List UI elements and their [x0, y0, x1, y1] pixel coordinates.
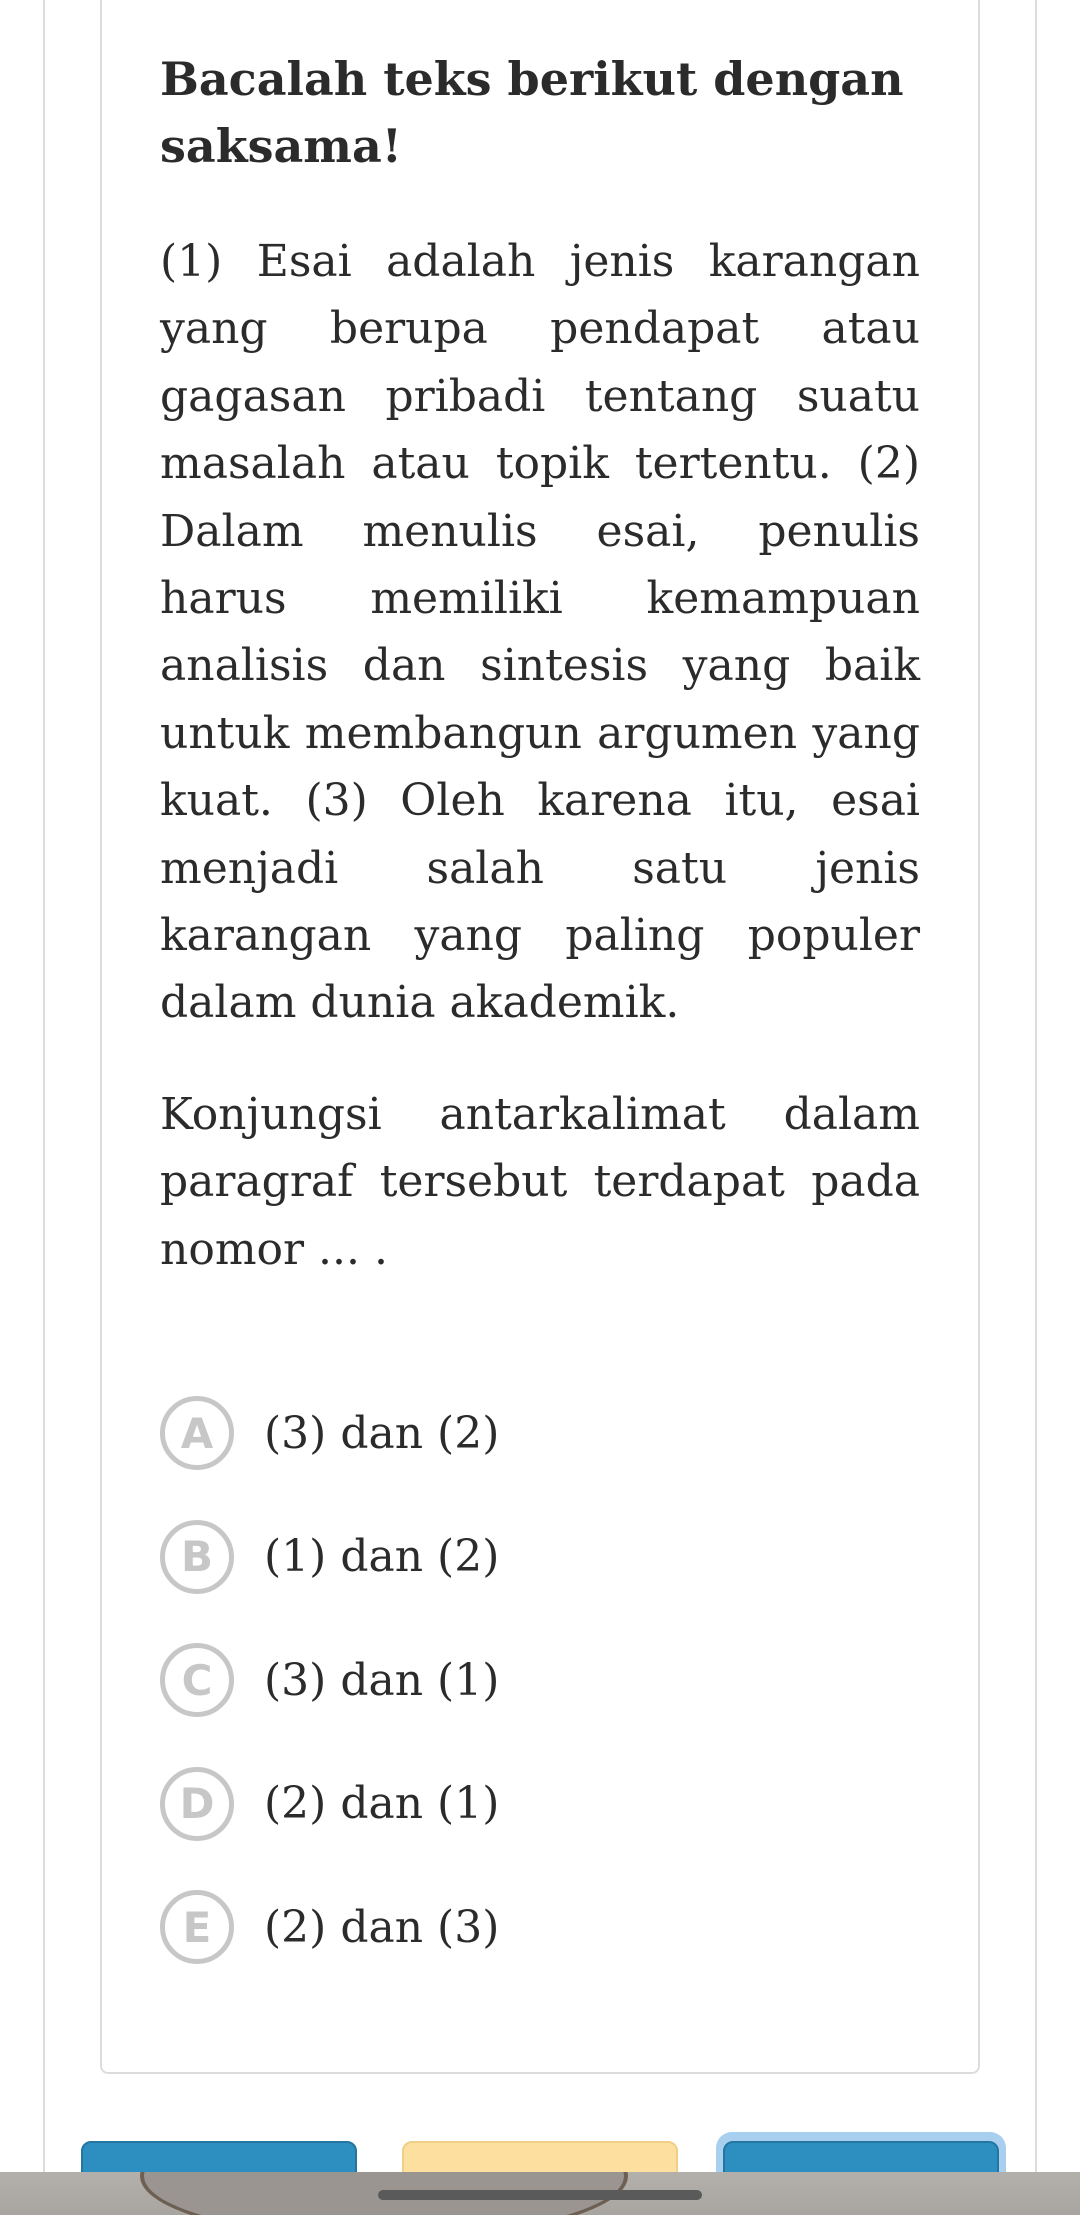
answer-options	[160, 1397, 920, 2015]
option-a-text: (3) dan (2)	[264, 1407, 500, 1459]
option-d[interactable]	[160, 1768, 920, 1840]
option-e-text: (2) dan (3)	[264, 1901, 500, 1953]
question-text: Konjungsi antarkalimat dalam paragraf tersebut terdapat pada nomor ... .	[160, 1089, 920, 1275]
option-e-letter-icon: E	[160, 1890, 234, 1964]
question-instruction: Bacalah teks berikut dengan saksama!	[160, 52, 904, 173]
option-e[interactable]	[160, 1891, 920, 1963]
reading-passage: (1) Esai adalah jenis karangan yang berupa pendapat atau gagasan pribadi tentang suatu masalah atau topik tertentu. (2) Dalam menulis esai, penulis harus memiliki kemampuan analisis dan sintesis yang baik untuk membangun argumen yang kuat. (3) Oleh karena itu, esai menjadi salah satu jenis karangan yang paling populer dalam dunia akademik.	[160, 236, 920, 1029]
option-d-text: (2) dan (1)	[264, 1778, 500, 1829]
option-d-letter-icon: D	[160, 1767, 234, 1841]
home-indicator[interactable]	[378, 2190, 702, 2200]
option-a-letter-icon: A	[160, 1396, 234, 1470]
option-c-letter-icon: C	[160, 1643, 234, 1717]
option-c-text: (3) dan (1)	[264, 1654, 500, 1706]
option-b[interactable]	[160, 1521, 920, 1593]
option-a[interactable]	[160, 1397, 920, 1469]
option-b-letter-icon: B	[160, 1520, 234, 1594]
option-b-text: (1) dan (2)	[264, 1531, 500, 1582]
option-c[interactable]	[160, 1644, 920, 1716]
